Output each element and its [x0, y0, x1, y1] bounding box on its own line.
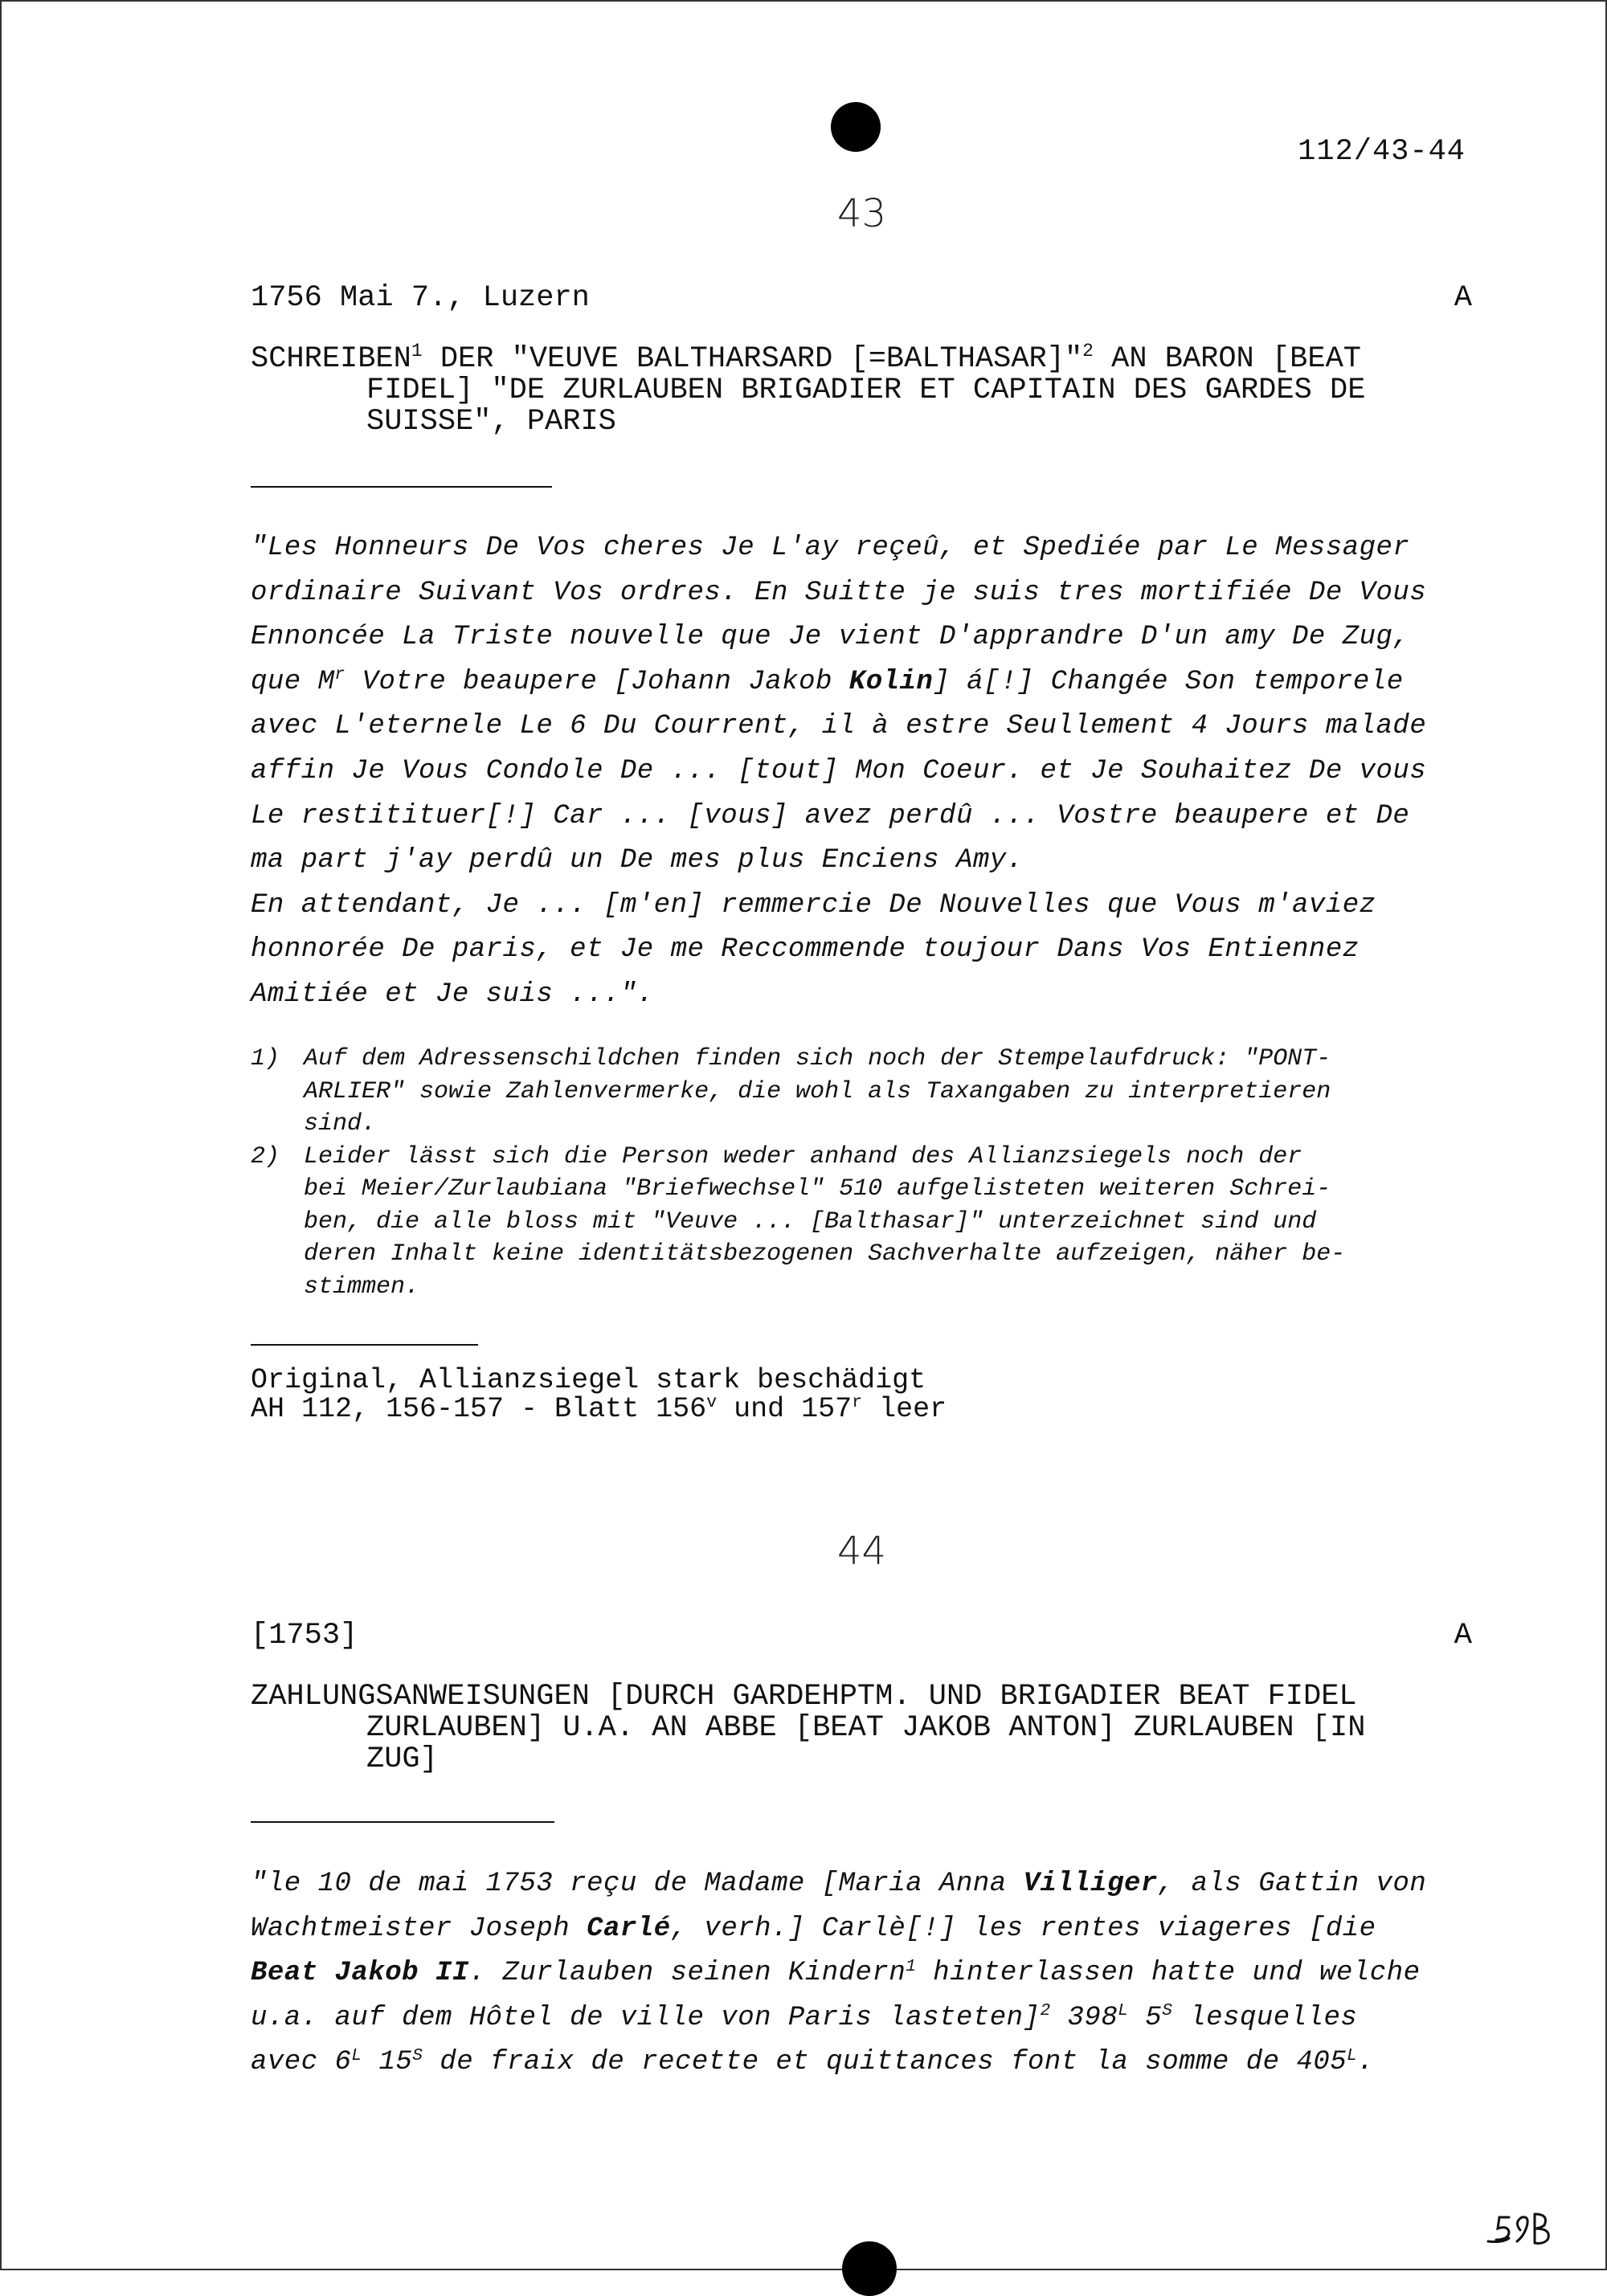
footnote-ref: 1: [411, 341, 423, 362]
footnote-line: Auf dem Adressenschildchen finden sich noch der Stempelaufdruck: "PONT-: [304, 1045, 1331, 1072]
quote-line: "Les Honneurs De Vos cheres Je L'ay reçeû, et Spediée par Le Messager: [251, 533, 1410, 563]
footnote-line: Leider lässt sich die Person weder anhand des Allianzsiegels noch der: [304, 1142, 1302, 1170]
superscript: L: [351, 2045, 362, 2065]
title-line: FIDEL] "DE ZURLAUBEN BRIGADIER ET CAPITAIN DES GARDES DE: [366, 374, 1366, 407]
archive-reference: 112/43-44: [1298, 135, 1466, 169]
date-place: [1753]: [251, 1619, 358, 1653]
person-name: Villiger: [1023, 1869, 1158, 1899]
divider: [251, 486, 552, 488]
divider: [251, 1821, 554, 1823]
footnote-number: 2): [251, 1142, 280, 1170]
footnote-line: sind.: [304, 1110, 377, 1138]
quote-text: Votre beaupere [Johann Jakob: [345, 666, 849, 697]
quote-line: Ennoncée La Triste nouvelle que Je vient D'apprandre D'un amy De Zug,: [251, 622, 1410, 653]
footnote-ref: 2: [1040, 2001, 1051, 2021]
quote-text: Wachtmeister Joseph: [251, 1913, 587, 1944]
quote-line: avec L'eternele Le 6 Du Courrent, il à estre Seullement 4 Jours malade: [251, 711, 1427, 742]
source-text: AH 112, 156-157 - Blatt 156: [251, 1393, 707, 1425]
superscript: L: [1347, 2045, 1358, 2065]
title-text: AN BARON [BEAT: [1093, 342, 1361, 376]
source-text: und 157: [717, 1393, 853, 1425]
date-place-row: [251, 281, 1472, 315]
document-title: [251, 341, 1472, 439]
person-name: Beat Jakob II: [251, 1958, 469, 1989]
title-line: ZURLAUBEN] U.A. AN ABBE [BEAT JAKOB ANTON] ZURLAUBEN [IN: [366, 1711, 1366, 1745]
source-line: Original, Allianzsiegel stark beschädigt: [251, 1364, 926, 1396]
title-text: DER "VEUVE BALTHARSARD [=BALTHASAR]": [422, 342, 1083, 376]
superscript: v: [706, 1392, 718, 1413]
quote-text: de fraix de recette et quittances font la somme de 405: [423, 2047, 1347, 2078]
document-type-marker: A: [1454, 1619, 1472, 1653]
superscript: S: [412, 2045, 423, 2065]
quote-text: hinterlassen hatte und welche: [916, 1958, 1421, 1989]
quote-line: honnorée De paris, et Je me Reccommende toujour Dans Vos Entiennez: [251, 934, 1360, 966]
document-number: 43: [837, 191, 887, 236]
quote-text: u.a. auf dem Hôtel de ville von Paris lasteten]: [251, 2002, 1041, 2033]
quote-line: Le restitituer[!] Car ... [vous] avez perdû ... Vostre beaupere et De: [251, 800, 1410, 831]
quote-text: . Zurlauben seinen Kindern: [468, 1958, 906, 1989]
footnote-line: ben, die alle bloss mit "Veuve ... [Balthasar]" unterzeichnet sind und: [304, 1207, 1317, 1236]
date-place-row: [251, 1619, 1472, 1653]
footnote-ref: 2: [1082, 341, 1094, 362]
quote-text: , verh.] Carlè[!] les rentes viageres [die: [670, 1913, 1376, 1944]
title-line: SUISSE", PARIS: [366, 405, 616, 439]
title-line: ZAHLUNGSANWEISUNGEN [DURCH GARDEHPTM. UND BRIGADIER BEAT FIDEL: [251, 1680, 1357, 1714]
source-note: [251, 1366, 947, 1424]
quote-text: "le 10 de mai 1753 reçu de Madame [Maria Anna: [251, 1869, 1024, 1899]
quote-text: ] á[!] Changée Son temporele: [933, 666, 1404, 697]
punch-hole: [842, 2241, 897, 2296]
title-line: ZUG]: [366, 1742, 438, 1776]
document-type-marker: A: [1454, 281, 1472, 315]
quoted-text: [251, 526, 1480, 1018]
person-name: Kolin: [848, 666, 934, 697]
footnote: [251, 1141, 1480, 1304]
quote-text: avec 6: [251, 2047, 352, 2078]
handwritten-folio-mark: [1485, 2208, 1557, 2248]
quote-text: lesquelles: [1172, 2002, 1358, 2033]
footnotes: [251, 1043, 1480, 1303]
quote-text: que M: [251, 666, 335, 697]
source-text: leer: [862, 1393, 947, 1425]
footnote-line: deren Inhalt keine identitätsbezogenen Sachverhalte aufzeigen, näher be-: [304, 1240, 1346, 1268]
footnote-ref: 1: [906, 1956, 917, 1976]
quote-line: ma part j'ay perdû un De mes plus Enciens Amy.: [251, 845, 1024, 876]
quote-line: En attendant, Je ... [m'en] remmercie De Nouvelles que Vous m'aviez: [251, 889, 1376, 921]
quote-line: Amitiée et Je suis ...".: [251, 978, 654, 1010]
person-name: Carlé: [587, 1913, 671, 1944]
footnote-line: ARLIER" sowie Zahlenvermerke, die wohl als Taxangaben zu interpretieren: [304, 1077, 1331, 1105]
superscript: r: [334, 665, 346, 685]
superscript: S: [1162, 2001, 1173, 2021]
quote-text: .: [1357, 2047, 1375, 2078]
footnote-line: bei Meier/Zurlaubiana "Briefwechsel" 510 aufgelisteten weiteren Schrei-: [304, 1175, 1331, 1203]
document-number: 44: [837, 1529, 887, 1574]
title-text: SCHREIBEN: [251, 342, 411, 376]
footnote-number: 1): [251, 1045, 280, 1072]
quote-line: ordinaire Suivant Vos ordres. En Suitte je suis tres mortifiée De Vous: [251, 577, 1427, 608]
quote-text: 15: [362, 2047, 413, 2078]
document-title: [251, 1681, 1472, 1775]
quote-text: , als Gattin von: [1157, 1869, 1427, 1899]
footnote-line: stimmen.: [304, 1273, 420, 1301]
quoted-text: [251, 1862, 1480, 2086]
footnote: [251, 1043, 1480, 1141]
quote-line: affin Je Vous Condole De ... [tout] Mon Coeur. et Je Souhaitez De vous: [251, 755, 1427, 786]
divider: [251, 1344, 478, 1346]
punch-hole: [831, 102, 881, 152]
date-place: 1756 Mai 7., Luzern: [251, 281, 590, 315]
quote-text: 5: [1128, 2002, 1163, 2033]
quote-text: 398: [1050, 2002, 1118, 2033]
superscript: L: [1118, 2001, 1129, 2021]
superscript: r: [852, 1392, 863, 1413]
